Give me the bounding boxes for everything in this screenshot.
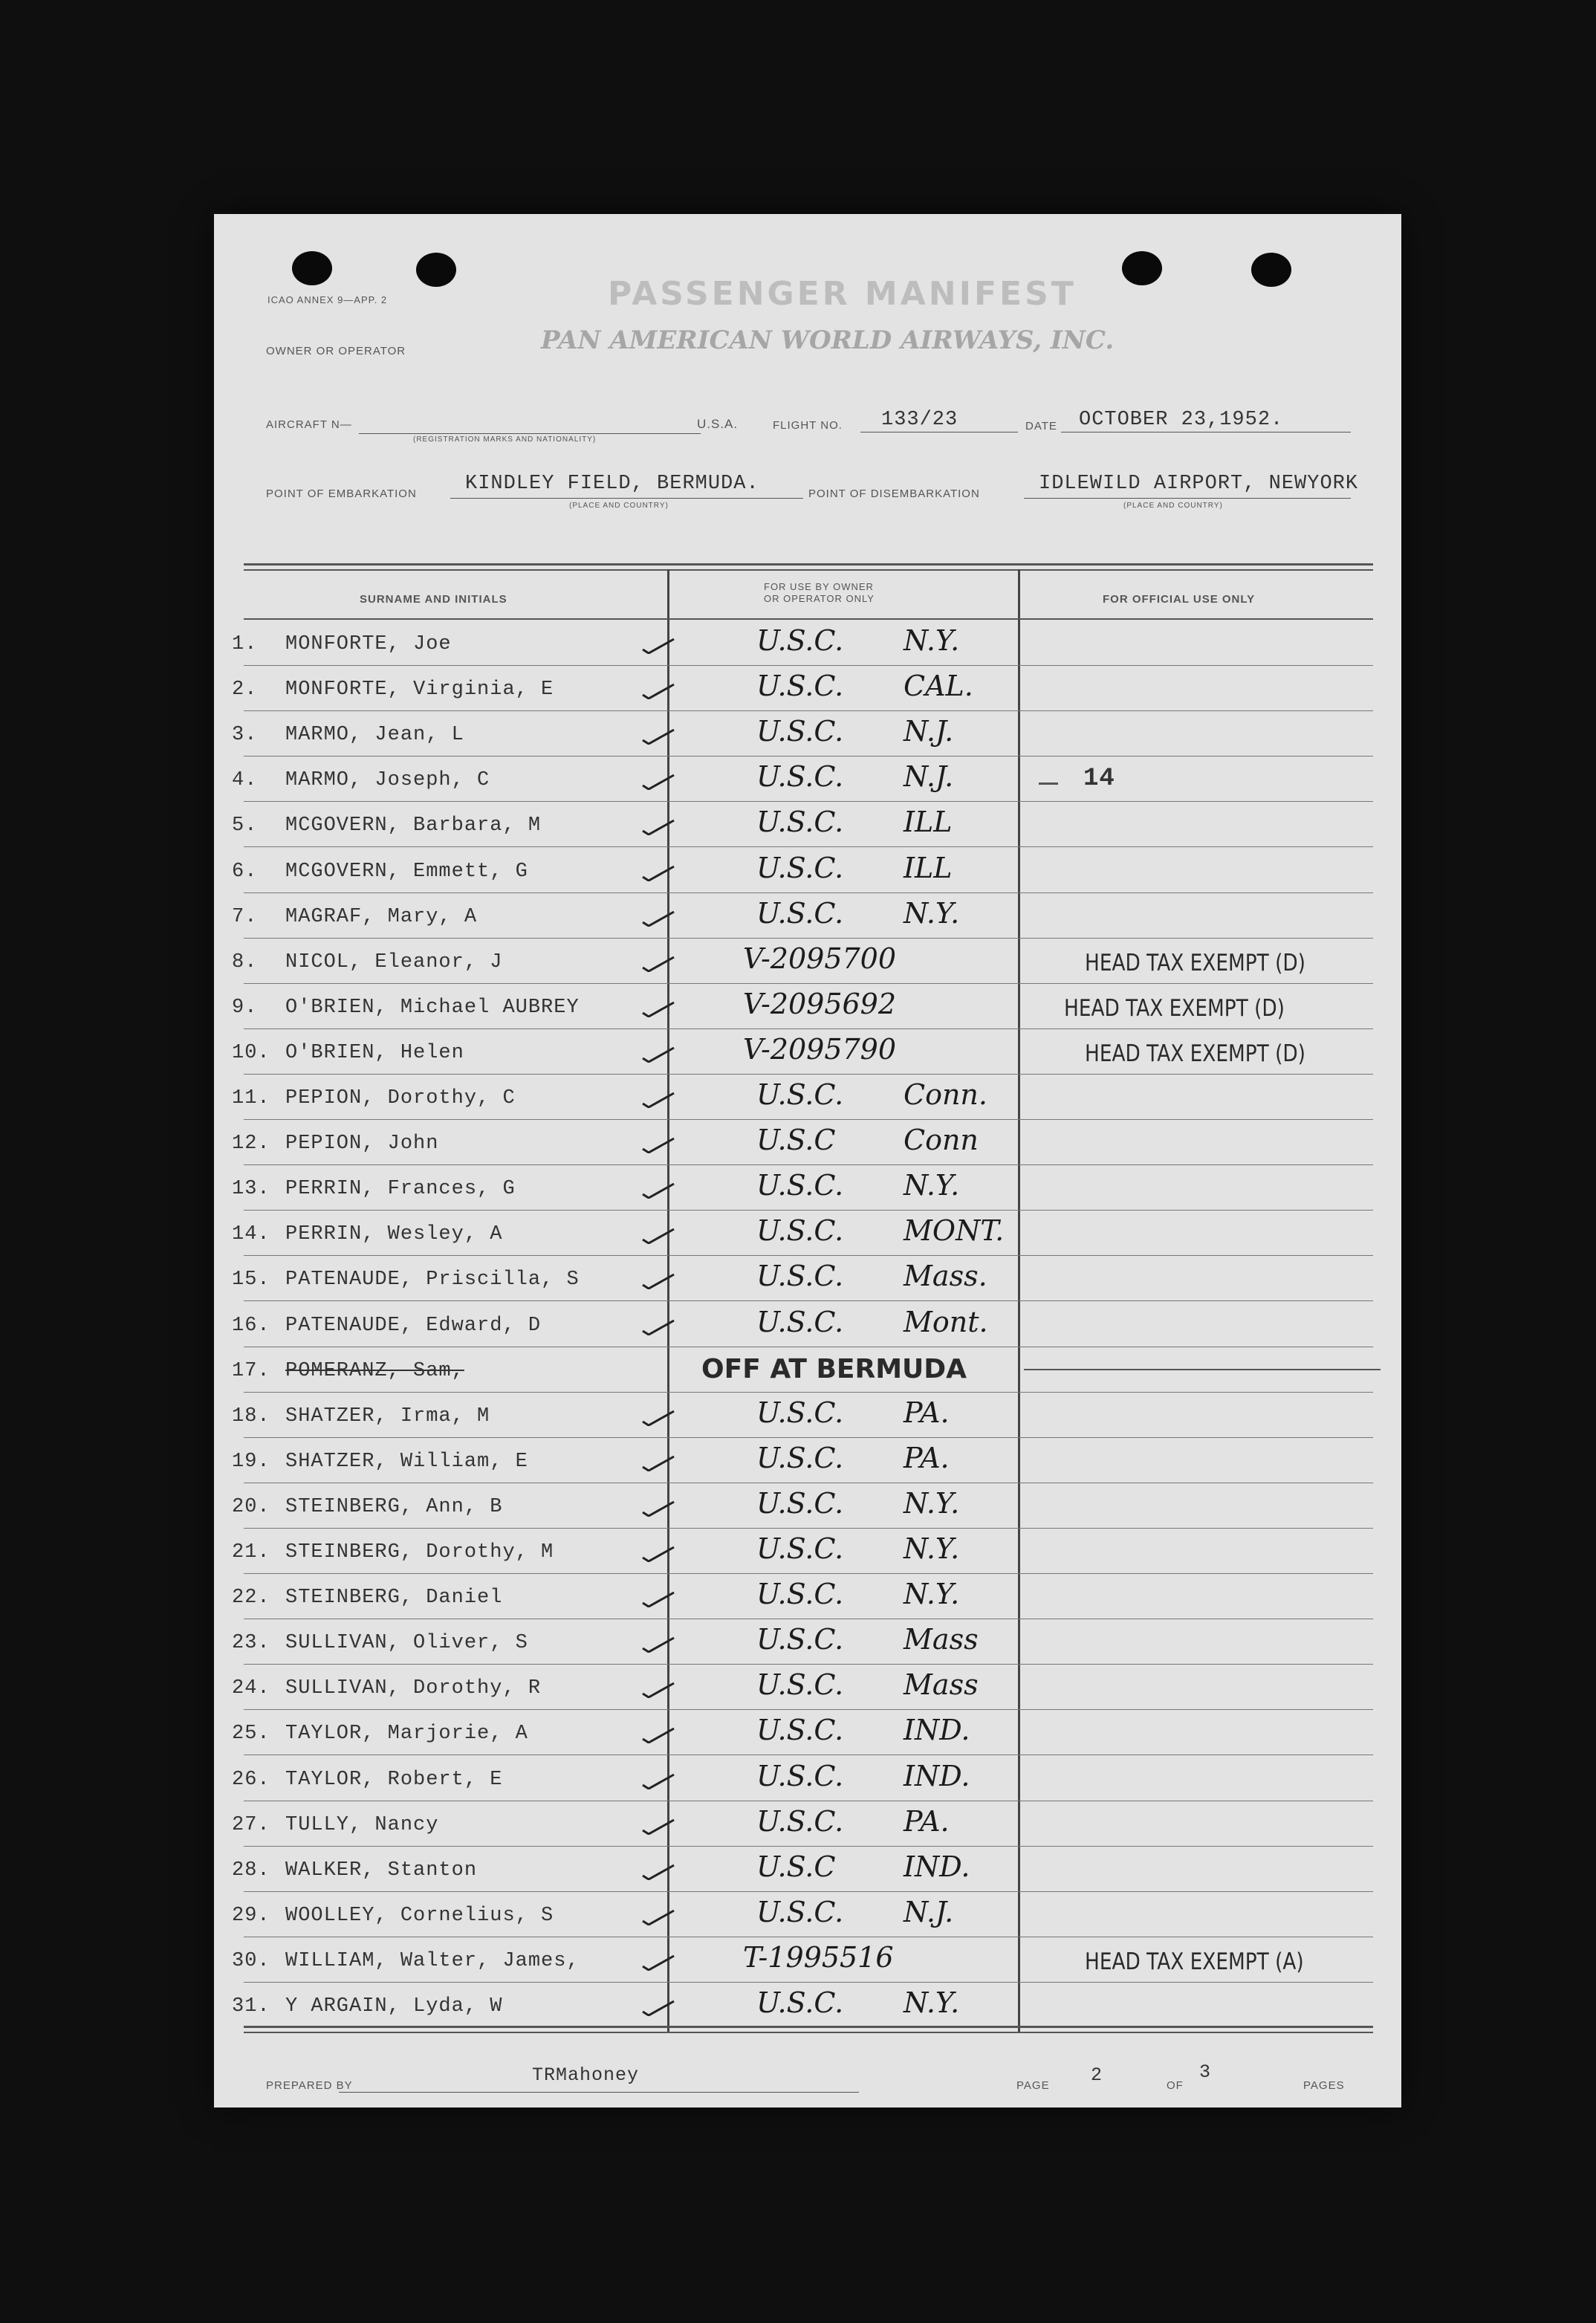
table-row	[214, 757, 1401, 803]
check-mark-icon	[641, 865, 675, 881]
row-rule	[244, 1573, 1373, 1574]
check-mark-icon	[641, 1909, 675, 1925]
citizenship-status: U.S.C.	[756, 1623, 844, 1656]
passenger-name: PERRIN, Frances, G	[285, 1178, 516, 1201]
row-number: 10.	[232, 1041, 270, 1064]
check-mark-icon	[641, 683, 675, 699]
home-state: Conn	[904, 1124, 979, 1157]
citizenship-status: U.S.C.	[756, 1532, 844, 1565]
passenger-name: Y ARGAIN, Lyda, W	[285, 1995, 503, 2018]
embark-value: KINDLEY FIELD, BERMUDA.	[465, 473, 759, 495]
col-header-owner-2: OR OPERATOR ONLY	[764, 593, 875, 604]
passenger-name: PERRIN, Wesley, A	[285, 1223, 503, 1246]
flight-label: FLIGHT NO.	[773, 419, 843, 432]
table-row	[214, 712, 1401, 757]
table-row	[214, 1983, 1401, 2029]
nationality: U.S.A.	[697, 417, 739, 431]
passenger-name: PEPION, Dorothy, C	[285, 1087, 516, 1109]
home-state: N.Y.	[904, 1532, 960, 1565]
citizenship-status: U.S.C.	[756, 806, 844, 839]
row-number: 13.	[232, 1178, 270, 1201]
row-number: 17.	[232, 1359, 270, 1382]
passenger-name: MONFORTE, Joe	[285, 633, 452, 655]
table-row	[214, 1575, 1401, 1620]
check-mark-icon	[641, 910, 675, 927]
table-row	[214, 1303, 1401, 1348]
passenger-name: MCGOVERN, Barbara, M	[285, 814, 542, 837]
airline-name: PAN AMERICAN WORLD AIRWAYS, INC.	[541, 325, 1115, 355]
home-state: PA.	[904, 1396, 950, 1429]
home-state: Conn.	[904, 1078, 987, 1111]
row-number: 27.	[232, 1813, 270, 1836]
passenger-name: WILLIAM, Walter, James,	[285, 1949, 580, 1972]
home-state: Mass.	[904, 1260, 987, 1293]
row-rule	[244, 1210, 1373, 1211]
table-bottom-rule-2	[244, 2032, 1373, 2033]
table-row	[214, 1348, 1401, 1393]
citizenship-status: V-2095790	[743, 1032, 897, 1066]
row-rule	[244, 1664, 1373, 1665]
registration-caption: (REGISTRATION MARKS AND NATIONALITY)	[413, 435, 597, 444]
check-mark-icon	[641, 819, 675, 835]
disembark-underline	[1024, 498, 1351, 499]
home-state: Mass	[904, 1623, 979, 1656]
citizenship-status: U.S.C.	[756, 1804, 844, 1838]
table-bottom-rule-1	[244, 2026, 1373, 2028]
row-number: 30.	[232, 1949, 270, 1972]
row-rule	[244, 710, 1373, 711]
punch-hole-1	[292, 251, 332, 285]
row-number: 29.	[232, 1904, 270, 1927]
row-number: 23.	[232, 1632, 270, 1655]
row-rule	[244, 1028, 1373, 1029]
row-rule	[244, 938, 1373, 939]
disembark-value: IDLEWILD AIRPORT, NEWYORK	[1039, 473, 1359, 495]
table-row	[214, 1847, 1401, 1893]
passenger-name: SULLIVAN, Dorothy, R	[285, 1677, 542, 1700]
citizenship-status: U.S.C	[756, 1124, 836, 1157]
check-mark-icon	[641, 1773, 675, 1789]
row-rule	[244, 1982, 1373, 1983]
citizenship-status: U.S.C.	[756, 1260, 844, 1293]
passenger-name: MARMO, Joseph, C	[285, 769, 490, 792]
form-id: ICAO ANNEX 9—APP. 2	[267, 294, 388, 305]
passenger-name: STEINBERG, Daniel	[285, 1587, 503, 1610]
citizenship-status: U.S.C	[756, 1850, 836, 1883]
passenger-name: STEINBERG, Dorothy, M	[285, 1541, 554, 1564]
table-top-rule-1	[244, 563, 1373, 566]
check-mark-icon	[641, 1500, 675, 1517]
row-rule	[244, 1074, 1373, 1075]
passenger-name: TAYLOR, Marjorie, A	[285, 1723, 528, 1746]
row-number: 16.	[232, 1314, 270, 1337]
row-number: 31.	[232, 1995, 270, 2018]
row-rule	[244, 1300, 1373, 1301]
passenger-name: MCGOVERN, Emmett, G	[285, 860, 528, 883]
table-row	[214, 1030, 1401, 1075]
check-mark-icon	[641, 1182, 675, 1199]
header-bottom-rule	[244, 618, 1373, 620]
check-mark-icon	[641, 1092, 675, 1108]
home-state: ILL	[904, 851, 953, 884]
page-number: 2	[1091, 2064, 1103, 2086]
passenger-name: TAYLOR, Robert, E	[285, 1768, 503, 1791]
punch-hole-4	[1251, 253, 1291, 287]
home-state: N.Y.	[904, 624, 960, 657]
pages-label: PAGES	[1303, 2079, 1345, 2092]
citizenship-status: T-1995516	[743, 1940, 894, 1974]
row-number: 15.	[232, 1269, 270, 1292]
citizenship-status: U.S.C.	[756, 670, 844, 703]
row-rule	[244, 1891, 1373, 1892]
of-label: OF	[1167, 2079, 1184, 2092]
embark-label: POINT OF EMBARKATION	[266, 487, 417, 500]
home-state: N.J.	[904, 715, 954, 748]
row-rule	[244, 1392, 1373, 1393]
head-tax-exempt-stamp: HEAD TAX EXEMPT (D)	[1085, 1040, 1305, 1067]
row-number: 5.	[232, 814, 258, 837]
table-row	[214, 1757, 1401, 1802]
check-mark-icon	[641, 1546, 675, 1562]
prepared-by: TRMahoney	[532, 2064, 640, 2086]
col-header-owner-1: FOR USE BY OWNER	[764, 581, 874, 592]
home-state: N.J.	[904, 760, 954, 794]
passenger-name: PATENAUDE, Priscilla, S	[285, 1269, 580, 1292]
table-row	[214, 621, 1401, 667]
home-state: PA.	[904, 1804, 950, 1838]
table-row	[214, 1665, 1401, 1711]
check-mark-icon	[641, 1682, 675, 1698]
check-mark-icon	[641, 1273, 675, 1289]
flight-number: 133/23	[881, 409, 958, 431]
home-state: IND.	[904, 1850, 970, 1883]
home-state: IND.	[904, 1759, 970, 1792]
passenger-name: MARMO, Jean, L	[285, 724, 464, 747]
table-row	[214, 1211, 1401, 1257]
passenger-name: MONFORTE, Virginia, E	[285, 678, 554, 702]
table-row	[214, 1484, 1401, 1529]
check-mark-icon	[641, 1727, 675, 1743]
citizenship-status: U.S.C.	[756, 715, 844, 748]
citizenship-status: U.S.C.	[756, 1668, 844, 1702]
date-label: DATE	[1025, 420, 1057, 432]
row-number: 6.	[232, 860, 258, 883]
passenger-name: SHATZER, Irma, M	[285, 1405, 490, 1428]
aircraft-label: AIRCRAFT N—	[266, 418, 352, 431]
row-number: 11.	[232, 1087, 270, 1109]
manifest-sheet	[214, 214, 1401, 2107]
citizenship-status: U.S.C.	[756, 1396, 844, 1429]
owner-label: OWNER OR OPERATOR	[266, 345, 406, 357]
citizenship-status: U.S.C.	[756, 896, 844, 930]
col-header-official: FOR OFFICIAL USE ONLY	[1103, 593, 1256, 606]
check-mark-icon	[641, 2000, 675, 2016]
check-mark-icon	[641, 728, 675, 745]
citizenship-status: U.S.C.	[756, 1305, 844, 1338]
row-rule	[244, 1119, 1373, 1120]
passenger-name: WALKER, Stanton	[285, 1859, 478, 1882]
table-row	[214, 849, 1401, 894]
citizenship-status: V-2095700	[743, 942, 897, 975]
disembark-label: POINT OF DISEMBARKATION	[808, 487, 980, 500]
embark-underline	[450, 498, 803, 499]
home-state: Mass	[904, 1668, 979, 1702]
row-rule	[244, 846, 1373, 847]
table-row	[214, 1802, 1401, 1847]
official-strike-line	[1024, 1369, 1381, 1370]
citizenship-status: U.S.C.	[756, 1441, 844, 1474]
check-mark-icon	[641, 1001, 675, 1017]
home-state: N.Y.	[904, 1578, 960, 1611]
home-state: MONT.	[904, 1214, 1005, 1248]
row-rule	[244, 665, 1373, 666]
home-state: N.Y.	[904, 1169, 960, 1202]
passenger-name: SHATZER, William, E	[285, 1450, 528, 1473]
table-row	[214, 1529, 1401, 1575]
check-mark-icon	[641, 1046, 675, 1063]
aircraft-underline	[359, 433, 701, 434]
embark-place-caption: (PLACE AND COUNTRY)	[569, 502, 669, 510]
official-dash	[1039, 783, 1058, 785]
check-mark-icon	[641, 1954, 675, 1971]
check-mark-icon	[641, 638, 675, 654]
citizenship-status: U.S.C.	[756, 1486, 844, 1520]
head-tax-exempt-stamp: HEAD TAX EXEMPT (D)	[1064, 994, 1285, 1022]
home-state: N.Y.	[904, 1486, 960, 1520]
passenger-name: NICOL, Eleanor, J	[285, 950, 503, 973]
punch-hole-2	[416, 253, 456, 287]
passenger-name: MAGRAF, Mary, A	[285, 905, 478, 928]
row-rule	[244, 1709, 1373, 1710]
citizenship-status: U.S.C.	[756, 851, 844, 884]
passenger-name: PATENAUDE, Edward, D	[285, 1314, 542, 1337]
home-state: ILL	[904, 806, 953, 839]
row-number: 18.	[232, 1405, 270, 1428]
table-row	[214, 939, 1401, 985]
passenger-name: O'BRIEN, Michael AUBREY	[285, 996, 580, 1019]
table-row	[214, 1893, 1401, 1938]
home-state: CAL.	[904, 670, 973, 703]
citizenship-status: V-2095692	[743, 987, 897, 1020]
row-number: 9.	[232, 996, 258, 1019]
row-number: 26.	[232, 1768, 270, 1791]
date-value: OCTOBER 23,1952.	[1079, 409, 1284, 431]
home-state: N.J.	[904, 1895, 954, 1928]
table-row	[214, 985, 1401, 1030]
manifest-title: PASSENGER MANIFEST	[608, 275, 1077, 313]
table-row	[214, 1439, 1401, 1484]
page-label: PAGE	[1016, 2079, 1050, 2092]
row-number: 3.	[232, 724, 258, 747]
row-number: 1.	[232, 633, 258, 655]
row-rule	[244, 892, 1373, 893]
off-at-bermuda-stamp: OFF AT BERMUDA	[701, 1353, 967, 1384]
citizenship-status: U.S.C.	[756, 1759, 844, 1792]
home-state: PA.	[904, 1441, 950, 1474]
prepared-label: PREPARED BY	[266, 2079, 353, 2092]
table-row	[214, 894, 1401, 939]
row-number: 4.	[232, 769, 258, 792]
citizenship-status: U.S.C.	[756, 1169, 844, 1202]
row-number: 12.	[232, 1133, 270, 1156]
passenger-name: PEPION, John	[285, 1133, 439, 1156]
head-tax-exempt-stamp: HEAD TAX EXEMPT (A)	[1085, 1948, 1304, 1975]
citizenship-status: U.S.C.	[756, 1986, 844, 2019]
home-state: N.Y.	[904, 1986, 960, 2019]
check-mark-icon	[641, 1591, 675, 1607]
row-rule	[244, 1528, 1373, 1529]
passenger-name: POMERANZ, Sam,	[285, 1359, 464, 1382]
check-mark-icon	[641, 1319, 675, 1335]
row-rule	[244, 983, 1373, 984]
check-mark-icon	[641, 1864, 675, 1880]
table-top-rule-2	[244, 569, 1373, 571]
home-state: Mont.	[904, 1305, 988, 1338]
citizenship-status: U.S.C.	[756, 1578, 844, 1611]
table-row	[214, 667, 1401, 712]
table-row	[214, 1166, 1401, 1211]
citizenship-status: U.S.C.	[756, 624, 844, 657]
passenger-name: SULLIVAN, Oliver, S	[285, 1632, 528, 1655]
passenger-name: WOOLLEY, Cornelius, S	[285, 1904, 554, 1927]
row-number: 24.	[232, 1677, 270, 1700]
citizenship-status: U.S.C.	[756, 1078, 844, 1111]
row-rule	[244, 1437, 1373, 1438]
citizenship-status: U.S.C.	[756, 1714, 844, 1747]
prepared-underline	[339, 2092, 859, 2093]
check-mark-icon	[641, 1818, 675, 1835]
passenger-name: TULLY, Nancy	[285, 1813, 439, 1836]
citizenship-status: U.S.C.	[756, 1214, 844, 1248]
citizenship-status: U.S.C.	[756, 760, 844, 794]
row-rule	[244, 801, 1373, 802]
disembark-place-caption: (PLACE AND COUNTRY)	[1123, 502, 1223, 510]
row-rule	[244, 1255, 1373, 1256]
home-state: N.Y.	[904, 896, 960, 930]
check-mark-icon	[641, 1410, 675, 1426]
row-number: 19.	[232, 1450, 270, 1473]
check-mark-icon	[641, 1137, 675, 1153]
check-mark-icon	[641, 774, 675, 790]
home-state: IND.	[904, 1714, 970, 1747]
table-row	[214, 1257, 1401, 1302]
row-number: 25.	[232, 1723, 270, 1746]
official-count: 14	[1083, 765, 1115, 794]
row-number: 21.	[232, 1541, 270, 1564]
table-row	[214, 1711, 1401, 1756]
table-row	[214, 1121, 1401, 1166]
passenger-name: STEINBERG, Ann, B	[285, 1495, 503, 1518]
row-number: 14.	[232, 1223, 270, 1246]
row-rule	[244, 1164, 1373, 1165]
punch-hole-3	[1122, 251, 1162, 285]
table-row	[214, 1075, 1401, 1121]
row-number: 28.	[232, 1859, 270, 1882]
row-rule	[244, 1846, 1373, 1847]
table-row	[214, 803, 1401, 848]
total-pages: 3	[1199, 2061, 1212, 2083]
row-number: 20.	[232, 1495, 270, 1518]
row-number: 22.	[232, 1587, 270, 1610]
row-number: 8.	[232, 950, 258, 973]
head-tax-exempt-stamp: HEAD TAX EXEMPT (D)	[1085, 949, 1305, 976]
col-header-name: SURNAME AND INITIALS	[360, 593, 507, 606]
check-mark-icon	[641, 1455, 675, 1471]
check-mark-icon	[641, 1636, 675, 1653]
table-row	[214, 1938, 1401, 1983]
citizenship-status: U.S.C.	[756, 1895, 844, 1928]
row-number: 2.	[232, 678, 258, 702]
check-mark-icon	[641, 956, 675, 972]
table-row	[214, 1620, 1401, 1665]
table-row	[214, 1393, 1401, 1439]
row-number: 7.	[232, 905, 258, 928]
check-mark-icon	[641, 1228, 675, 1244]
passenger-name: O'BRIEN, Helen	[285, 1041, 464, 1064]
